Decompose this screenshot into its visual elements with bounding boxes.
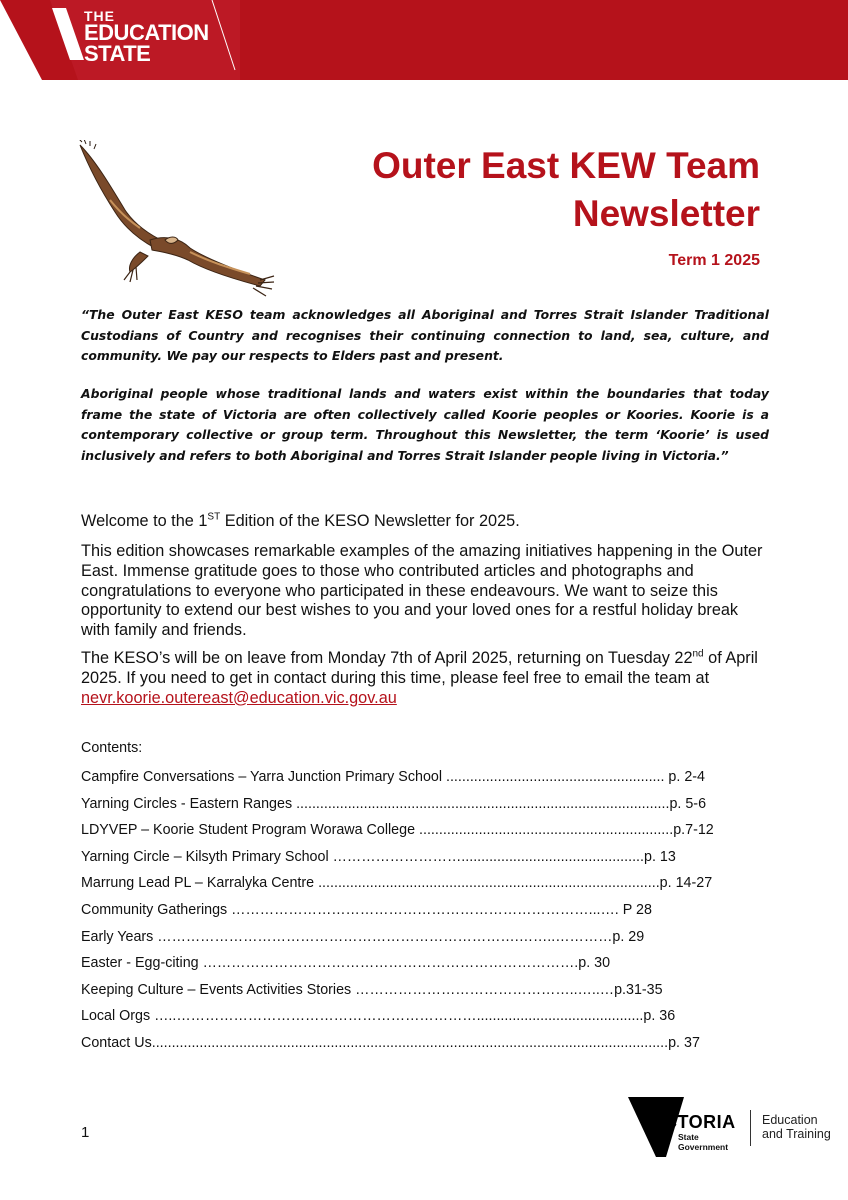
title-line-1: Outer East KEW Team — [372, 145, 760, 186]
newsletter-title — [160, 142, 760, 238]
acknowledgement-paragraph-2: Aboriginal people whose traditional lands and waters exist within the boundaries that today frame the state of Victoria are often collectively called Koorie peoples or Koories. Koorie is a contemporary collective or group term. Throughout this Newsletter, the term ‘Koorie’ is used inclusively and refers to both Aboriginal and Torres Strait Islander people living in Victoria.” — [81, 386, 769, 463]
leave-superscript: nd — [692, 648, 704, 660]
toc-item[interactable]: Contact Us..................................................................................................................................p. 37 — [81, 1034, 700, 1051]
toc-item[interactable]: Community Gatherings …………………………………………………………………...…. P 28 — [81, 901, 652, 918]
education-training-text — [762, 1113, 831, 1141]
toc-item[interactable]: LDYVEP – Koorie Student Program Worawa College ................................................................p.7-12 — [81, 822, 714, 839]
leave-text-end: of April 2025. If you need to get in contact during this time, please feel free to email the team at — [81, 649, 758, 687]
logo-line-the: THE — [84, 8, 115, 24]
welcome-text-end: Edition of the KESO Newsletter for 2025. — [220, 512, 520, 530]
toc-item[interactable]: Yarning Circles - Eastern Ranges ..............................................................................................p. 5-6 — [81, 795, 707, 812]
education-state-logo — [84, 10, 209, 65]
edition-paragraph: This edition showcases remarkable examples of the amazing initiatives happening in the Outer East. Immense gratitude goes to those who contributed articles and photographs and congratulations to everyone who participated in these endeavours. We want to seize this opportunity to extend our best wishes to you and your loved ones for a restful holiday break with family and friends. — [81, 542, 763, 640]
logo-line-education: EDUCATION — [84, 20, 209, 46]
toc-item[interactable]: Yarning Circle – Kilsyth Primary School ………………………..............................................p. 13 — [81, 848, 676, 865]
toc-item[interactable]: Campfire Conversations – Yarra Junction Primary School ....................................................... p. 2-4 — [81, 769, 705, 785]
toc-item[interactable]: Keeping Culture – Events Activities Stories ………………………………………..…..…p.31-35 — [81, 981, 663, 998]
term-label: Term 1 2025 — [668, 252, 760, 269]
logo-divider — [750, 1110, 751, 1146]
email-link[interactable]: nevr.koorie.outereast@education.vic.gov.au — [81, 688, 397, 707]
toc-item[interactable]: Marrung Lead PL – Karralyka Centre ......................................................................................p. 14-27 — [81, 875, 713, 892]
welcome-text-start: Welcome to the 1 — [81, 512, 208, 530]
education-text: Education — [762, 1113, 818, 1127]
contents-heading: Contents: — [81, 740, 143, 756]
acknowledgement-paragraph-1: “The Outer East KESO team acknowledges all Aboriginal and Torres Strait Islander Traditional Custodians of Country and recognises their continuing connection to land, sea, culture, and community. We pay our respects to Elders past and present. — [81, 307, 769, 363]
toc-item[interactable]: Early Years ………………………………………………………………….……..…………p. 29 — [81, 928, 645, 945]
table-of-contents — [81, 766, 769, 1059]
toc-item[interactable]: Local Orgs …..………………………………………………………..........................................p. 36 — [81, 1008, 676, 1025]
government-text: Government — [678, 1142, 729, 1152]
state-government-text — [678, 1132, 728, 1152]
welcome-superscript: ST — [207, 511, 221, 523]
victoria-logo-text: VICTORIA — [646, 1112, 736, 1132]
leave-text-start: The KESO’s will be on leave from Monday 7th of April 2025, returning on Tuesday 22 — [81, 649, 693, 667]
leave-paragraph — [81, 649, 769, 708]
training-text: and Training — [762, 1127, 831, 1141]
page-number: 1 — [81, 1124, 90, 1141]
state-text: State — [678, 1132, 699, 1142]
welcome-paragraph — [81, 512, 769, 532]
toc-item[interactable]: Easter - Egg-citing …………………………………………………………………….p. 30 — [81, 955, 611, 972]
title-line-2: Newsletter — [572, 193, 760, 234]
logo-line-state: STATE — [84, 41, 151, 67]
